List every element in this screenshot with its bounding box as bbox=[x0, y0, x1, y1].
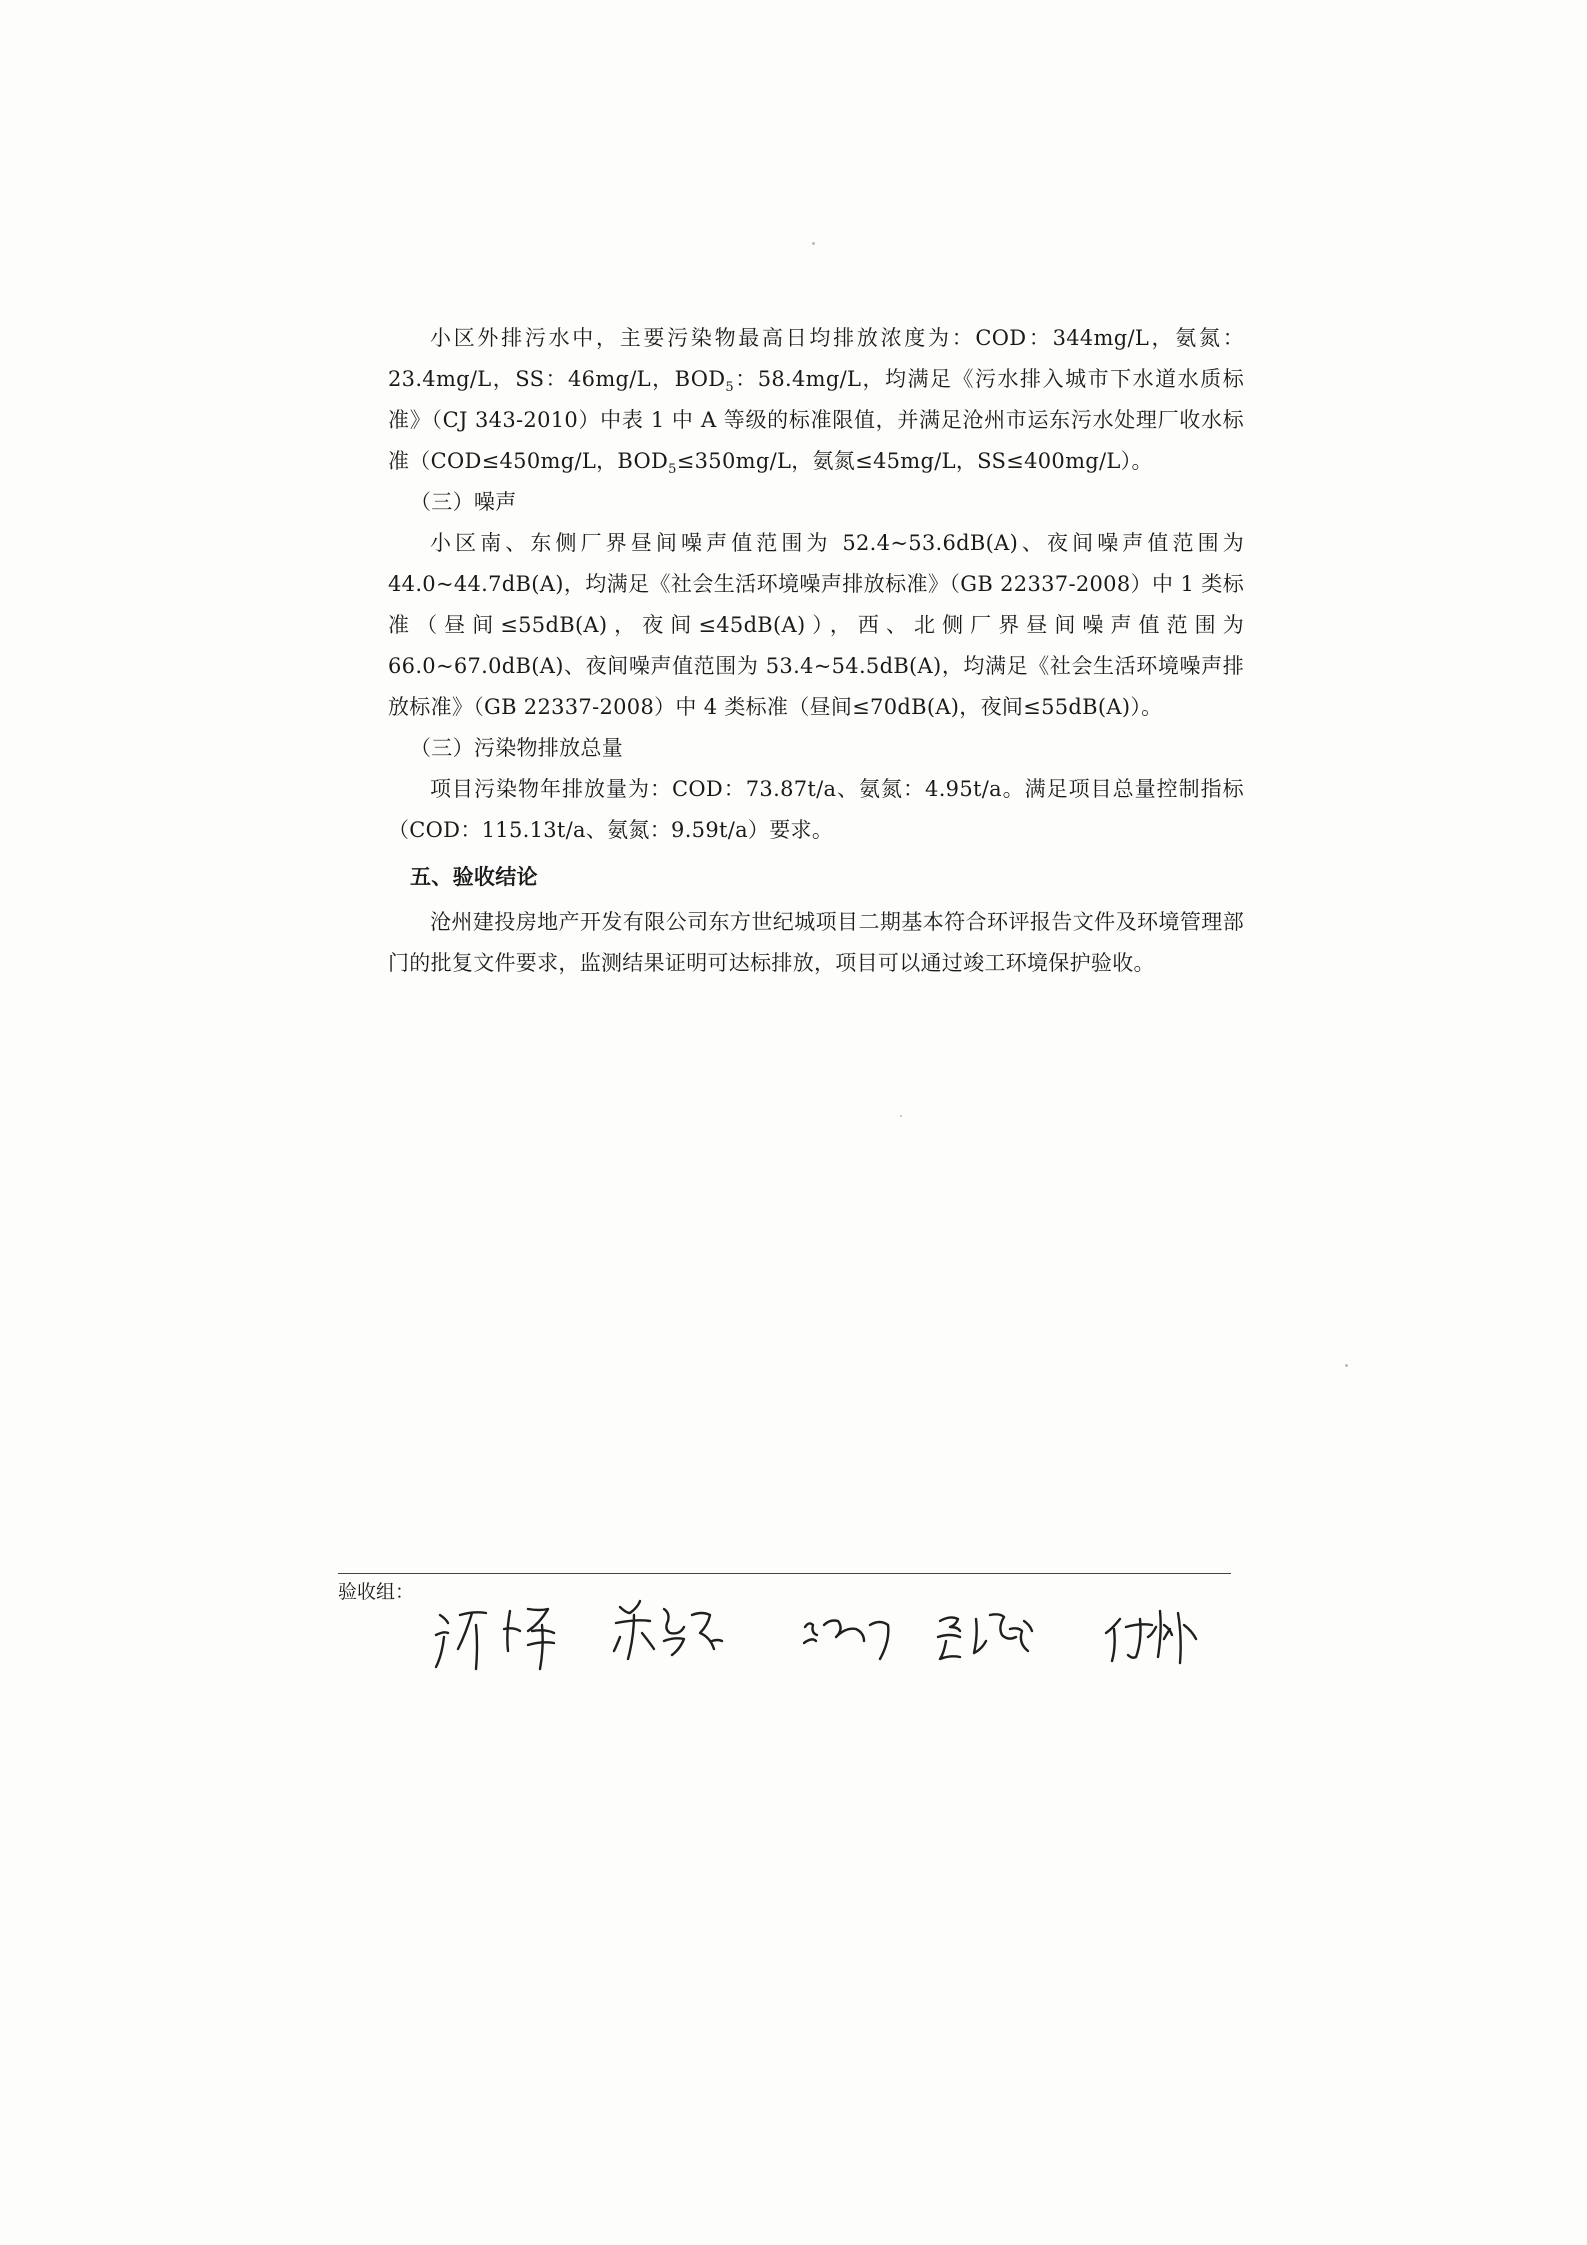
scan-speck bbox=[900, 1115, 902, 1117]
pollutant-total-paragraph: 项目污染物年排放量为：COD：73.87t/a、氨氮：4.95t/a。满足项目总量控制指标（COD：115.13t/a、氨氮：9.59t/a）要求。 bbox=[388, 777, 1244, 842]
signature-4 bbox=[938, 1614, 1032, 1659]
signature-rule bbox=[338, 1573, 1231, 1574]
document-body bbox=[388, 318, 1244, 984]
handwritten-signatures bbox=[420, 1585, 1240, 1675]
signature-5 bbox=[1106, 1611, 1196, 1663]
conclusion-paragraph: 沧州建投房地产开发有限公司东方世纪城项目二期基本符合环评报告文件及环境管理部门的批复文件要求，监测结果证明可达标排放，项目可以通过竣工环境保护验收。 bbox=[388, 910, 1244, 975]
signature-label: 验收组： bbox=[338, 1581, 415, 1603]
noise-heading: （三）噪声 bbox=[410, 490, 517, 514]
signature-2 bbox=[614, 1601, 722, 1659]
conclusion-heading: 五、验收结论 bbox=[410, 865, 538, 889]
signature-3 bbox=[804, 1621, 888, 1660]
signature-1 bbox=[436, 1609, 554, 1669]
wastewater-paragraph: 小区外排污水中，主要污染物最高日均排放浓度为：COD：344mg/L，氨氮：23.4mg/L，SS：46mg/L，$BOD_5$：58.4mg/L，均满足《污水排入城市下水道水质标准》（CJ 343-2010）中表 1 中 A 等级的标准限值，并满足沧州市运东污水处理厂收水标准（COD≤450mg/L，$BOD_5\le 350mg/L$，氨氮≤45mg/L，SS≤400mg/L）。 bbox=[388, 326, 1244, 478]
noise-paragraph: 小区南、东侧厂界昼间噪声值范围为 52.4~53.6dB(A)、夜间噪声值范围为 44.0~44.7dB(A)，均满足《社会生活环境噪声排放标准》（GB 22337-2008）中 1 类标准（昼间≤55dB(A)，夜间≤45dB(A)），西、北侧厂界昼间噪声值范围为 66.0~67.0dB(A)、夜间噪声值范围为 53.4~54.5dB(A)，均满足《社会生活环境噪声排放标准》（GB 22337-2008）中 4 类标准（昼间≤70dB(A)，夜间≤55dB(A)）。 bbox=[388, 531, 1244, 719]
scan-speck bbox=[812, 242, 815, 245]
scan-speck bbox=[1345, 1364, 1348, 1367]
pollutant-total-heading: （三）污染物排放总量 bbox=[410, 736, 623, 760]
